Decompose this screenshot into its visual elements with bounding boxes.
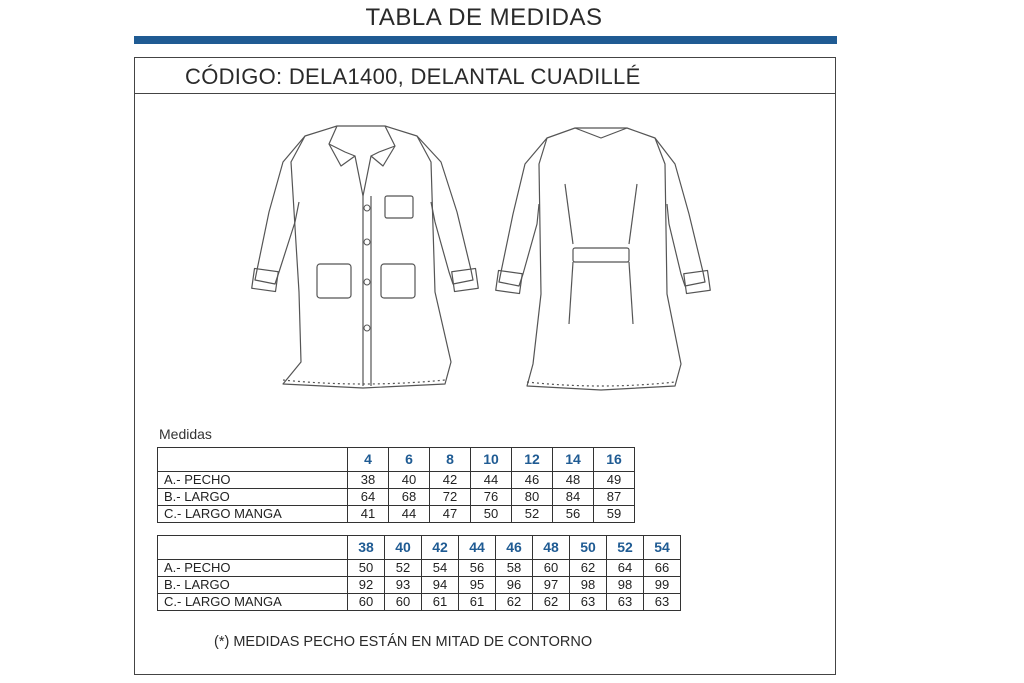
size-cell: 6 <box>389 448 430 472</box>
table-row-largo-manga <box>158 594 681 611</box>
value-cell: 68 <box>389 489 430 506</box>
value-cell: 93 <box>385 577 422 594</box>
size-cell: 12 <box>512 448 553 472</box>
footnote: (*) MEDIDAS PECHO ESTÁN EN MITAD DE CONTORNO <box>214 634 593 650</box>
value-cell: 50 <box>471 506 512 523</box>
value-cell: 99 <box>644 577 681 594</box>
title-accent-bar <box>134 36 837 44</box>
value-cell: 96 <box>496 577 533 594</box>
value-cell: 87 <box>594 489 635 506</box>
value-cell: 63 <box>607 594 644 611</box>
size-header-row <box>158 448 635 472</box>
value-cell: 49 <box>594 472 635 489</box>
value-cell: 62 <box>496 594 533 611</box>
value-cell: 95 <box>459 577 496 594</box>
value-cell: 40 <box>389 472 430 489</box>
value-cell: 80 <box>512 489 553 506</box>
value-cell: 58 <box>496 560 533 577</box>
table-row-largo <box>158 489 635 506</box>
size-cell: 38 <box>348 536 385 560</box>
value-cell: 46 <box>512 472 553 489</box>
value-cell: 38 <box>348 472 389 489</box>
size-cell: 54 <box>644 536 681 560</box>
value-cell: 66 <box>644 560 681 577</box>
size-table-adults <box>157 535 681 611</box>
page-title: TABLA DE MEDIDAS <box>365 4 603 31</box>
size-cell: 42 <box>422 536 459 560</box>
size-cell: 16 <box>594 448 635 472</box>
row-label: B.- LARGO <box>158 489 348 506</box>
header-blank-cell <box>158 536 348 560</box>
value-cell: 63 <box>570 594 607 611</box>
value-cell: 61 <box>422 594 459 611</box>
table-row-pecho <box>158 560 681 577</box>
value-cell: 60 <box>533 560 570 577</box>
size-cell: 4 <box>348 448 389 472</box>
row-label: B.- LARGO <box>158 577 348 594</box>
value-cell: 44 <box>471 472 512 489</box>
value-cell: 97 <box>533 577 570 594</box>
size-cell: 14 <box>553 448 594 472</box>
value-cell: 62 <box>570 560 607 577</box>
row-label: A.- PECHO <box>158 472 348 489</box>
value-cell: 54 <box>422 560 459 577</box>
size-cell: 46 <box>496 536 533 560</box>
value-cell: 64 <box>348 489 389 506</box>
coat-back-illustration <box>489 124 719 399</box>
value-cell: 94 <box>422 577 459 594</box>
size-cell: 8 <box>430 448 471 472</box>
size-header-row <box>158 536 681 560</box>
value-cell: 47 <box>430 506 471 523</box>
row-label: A.- PECHO <box>158 560 348 577</box>
value-cell: 98 <box>570 577 607 594</box>
value-cell: 84 <box>553 489 594 506</box>
value-cell: 92 <box>348 577 385 594</box>
measures-label: Medidas <box>159 426 212 442</box>
table-row-largo-manga <box>158 506 635 523</box>
row-label: C.- LARGO MANGA <box>158 506 348 523</box>
value-cell: 41 <box>348 506 389 523</box>
value-cell: 44 <box>389 506 430 523</box>
value-cell: 72 <box>430 489 471 506</box>
size-cell: 40 <box>385 536 422 560</box>
value-cell: 63 <box>644 594 681 611</box>
value-cell: 52 <box>512 506 553 523</box>
table-row-pecho <box>158 472 635 489</box>
size-chart-frame <box>134 57 836 675</box>
value-cell: 60 <box>348 594 385 611</box>
value-cell: 52 <box>385 560 422 577</box>
value-cell: 56 <box>459 560 496 577</box>
size-cell: 52 <box>607 536 644 560</box>
product-code-text: CÓDIGO: DELA1400, DELANTAL CUADILLÉ <box>185 64 641 89</box>
value-cell: 50 <box>348 560 385 577</box>
value-cell: 48 <box>553 472 594 489</box>
product-code-header <box>135 58 835 94</box>
value-cell: 98 <box>607 577 644 594</box>
table-row-largo <box>158 577 681 594</box>
header-blank-cell <box>158 448 348 472</box>
value-cell: 60 <box>385 594 422 611</box>
value-cell: 64 <box>607 560 644 577</box>
value-cell: 62 <box>533 594 570 611</box>
row-label: C.- LARGO MANGA <box>158 594 348 611</box>
size-cell: 50 <box>570 536 607 560</box>
size-cell: 44 <box>459 536 496 560</box>
coat-front-illustration <box>245 122 485 397</box>
value-cell: 42 <box>430 472 471 489</box>
value-cell: 59 <box>594 506 635 523</box>
value-cell: 56 <box>553 506 594 523</box>
size-cell: 48 <box>533 536 570 560</box>
size-cell: 10 <box>471 448 512 472</box>
size-table-kids <box>157 447 635 523</box>
value-cell: 76 <box>471 489 512 506</box>
value-cell: 61 <box>459 594 496 611</box>
